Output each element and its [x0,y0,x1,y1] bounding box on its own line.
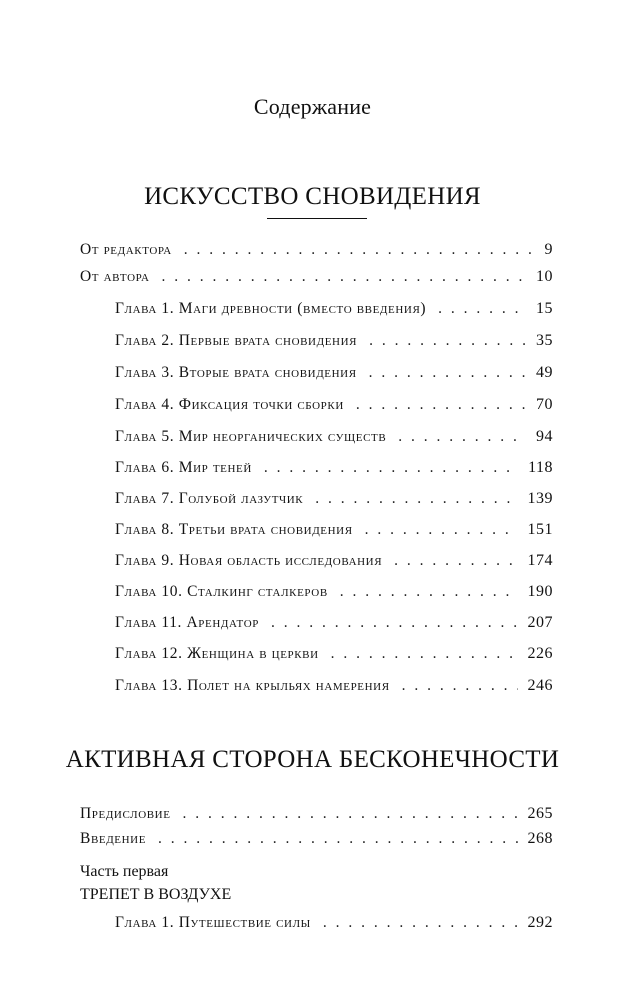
toc-entry-chapter-8[interactable] [115,521,553,545]
part-label: Часть первая [80,863,169,880]
toc-entry-label: Введение [80,830,147,847]
dot-leader [184,241,535,259]
dot-leader [183,805,518,823]
toc-page-number: 15 [536,300,553,317]
dot-leader [369,332,526,350]
toc-entry-foreword[interactable] [80,805,553,829]
toc-page-number: 118 [528,459,553,476]
dot-leader [315,490,517,508]
toc-entry-chapter-9[interactable] [115,552,553,576]
toc-entry-label: Глава 1. Маги древности (вместо введения) [115,300,427,317]
dot-leader [162,268,527,286]
toc-entry-label: Глава 3. Вторые врата сновидения [115,364,357,381]
toc-page-number: 70 [536,396,553,413]
toc-entry-chapter-6[interactable] [115,459,553,483]
toc-entry-chapter-2[interactable] [115,332,553,356]
toc-entry-label: Предисловие [80,805,171,822]
toc-page-number: 268 [527,830,553,847]
toc-page-number: 9 [544,241,553,258]
dot-leader [264,459,518,477]
dot-leader [340,583,518,601]
toc-entry-label: Глава 6. Мир теней [115,459,252,476]
toc-entry-from-editor[interactable] [80,241,553,265]
toc-page-number: 35 [536,332,553,349]
toc-entry-label: Глава 11. Арендатор [115,614,259,631]
toc-entry-part1-chapter-1[interactable] [115,914,553,938]
toc-entry-chapter-5[interactable] [115,428,553,452]
toc-page-number: 226 [527,645,553,662]
toc-page-number: 94 [536,428,553,445]
toc-entry-introduction[interactable] [80,830,553,854]
toc-entry-label: От редактора [80,241,172,258]
toc-entry-label: Глава 2. Первые врата сновидения [115,332,358,349]
toc-entry-label: Глава 12. Женщина в церкви [115,645,319,662]
book-title-active-side: АКТИВНАЯ СТОРОНА БЕСКОНЕЧНОСТИ [65,746,560,773]
dot-leader [323,914,518,932]
part-title: ТРЕПЕТ В ВОЗДУХЕ [80,886,232,903]
toc-page-number: 151 [527,521,553,538]
toc-page-number: 10 [536,268,553,285]
toc-entry-label: Глава 8. Третьи врата сновидения [115,521,353,538]
toc-entry-from-author[interactable] [80,268,553,292]
toc-page-number: 139 [527,490,553,507]
toc-entry-chapter-10[interactable] [115,583,553,607]
toc-entry-label: Глава 13. Полет на крыльях намерения [115,677,390,694]
toc-entry-label: Глава 1. Путешествие силы [115,914,311,931]
dot-leader [271,614,518,632]
dot-leader [402,677,518,695]
toc-entry-chapter-11[interactable] [115,614,553,638]
toc-page-number: 207 [527,614,553,631]
dot-leader [331,645,518,663]
toc-entry-label: Глава 4. Фиксация точки сборки [115,396,344,413]
dot-leader [438,300,526,318]
title-underline [267,218,367,219]
page-heading: Содержание [253,94,372,119]
toc-entry-label: Глава 10. Сталкинг сталкеров [115,583,328,600]
dot-leader [356,396,526,414]
toc-entry-chapter-12[interactable] [115,645,553,669]
toc-entry-label: От автора [80,268,150,285]
toc-page-number: 174 [527,552,553,569]
dot-leader [394,552,517,570]
dot-leader [398,428,526,446]
toc-page-number: 49 [536,364,553,381]
dot-leader [369,364,526,382]
toc-page-number: 246 [527,677,553,694]
toc-entry-label: Глава 9. Новая область исследования [115,552,383,569]
dot-leader [365,521,518,539]
dot-leader [158,830,517,848]
toc-entry-chapter-1[interactable] [115,300,553,324]
toc-entry-chapter-7[interactable] [115,490,553,514]
toc-entry-label: Глава 5. Мир неорганических существ [115,428,387,445]
book-title-dreaming: ИСКУССТВО СНОВИДЕНИЯ [144,183,481,210]
toc-page-number: 292 [527,914,553,931]
toc-entry-chapter-3[interactable] [115,364,553,388]
toc-page-number: 190 [527,583,553,600]
toc-entry-chapter-4[interactable] [115,396,553,420]
toc-entry-chapter-13[interactable] [115,677,553,701]
toc-page-number: 265 [527,805,553,822]
toc-entry-label: Глава 7. Голубой лазутчик [115,490,304,507]
